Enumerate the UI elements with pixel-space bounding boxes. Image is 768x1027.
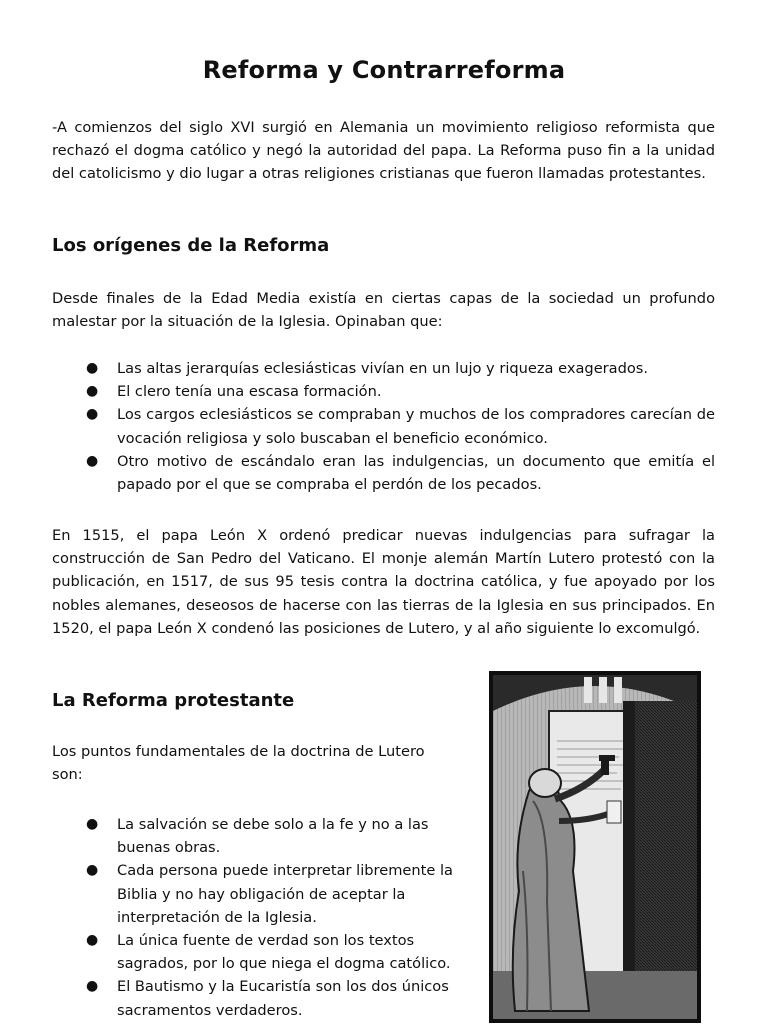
list-item xyxy=(52,403,715,449)
bullet-icon: ● xyxy=(86,862,99,879)
list-item-text: Los cargos eclesiásticos se compraban y muchos de los compradores carecían de vocación religiosa y solo buscaban el beneficio económico. xyxy=(117,406,715,447)
bullet-icon: ● xyxy=(86,932,99,949)
list-item xyxy=(52,357,715,380)
list-item-text: La única fuente de verdad son los textos sagrados, por lo que niega el dogma católico. xyxy=(117,932,451,973)
engraving-illustration xyxy=(489,671,701,1023)
list-item-text: Las altas jerarquías eclesiásticas vivían en un lujo y riqueza exagerados. xyxy=(117,360,649,377)
list-item-text: Otro motivo de escándalo eran las indulgencias, un documento que emitía el papado por el que se compraba el perdón de los pecados. xyxy=(117,452,715,494)
bullet-icon: ● xyxy=(86,406,99,423)
list-item-text: La salvación se debe solo a la fe y no a las buenas obras. xyxy=(117,816,429,857)
luther-engraving-image xyxy=(489,671,701,1023)
bullet-icon: ● xyxy=(86,816,99,832)
list-item-text: El clero tenía una escasa formación. xyxy=(117,383,382,401)
bullet-icon: ● xyxy=(86,360,99,376)
protestant-lead-paragraph: Los puntos fundamentales de la doctrina de Lutero son: xyxy=(52,743,425,784)
bullet-icon: ● xyxy=(86,383,99,400)
origins-lead-paragraph: Desde finales de la Edad Media existía en ciertas capas de la sociedad un profundo malestar por la situación de la Iglesia. Opinaban que: xyxy=(52,290,715,331)
list-item xyxy=(52,380,715,403)
origins-bullet-list xyxy=(52,357,715,496)
protestant-bullet-list xyxy=(52,813,466,1022)
section-heading-origins: Los orígenes de la Reforma xyxy=(52,235,330,256)
origins-closing-paragraph: En 1515, el papa León X ordenó predicar nuevas indulgencias para sufragar la construcción de San Pedro del Vaticano. El monje alemán Martín Lutero protestó con la publicación, en 1517, de sus 95 tesis contra la doctrina católica, y fue apoyado por los nobles alemanes, deseosos de hacerse con las tierras de la Iglesia en sus principados. En 1520, el papa León X condenó las posiciones de Lutero, y al año siguiente lo excomulgó. xyxy=(52,527,715,637)
section-heading-protestant-reform: La Reforma protestante xyxy=(52,690,295,711)
list-item xyxy=(52,975,466,1021)
page-title: Reforma y Contrarreforma xyxy=(202,56,566,84)
list-item-text: El Bautismo y la Eucaristía son los dos únicos sacramentos verdaderos. xyxy=(117,978,449,1019)
list-item-text: Cada persona puede interpretar libremente la Biblia y no hay obligación de aceptar la interpretación de la Iglesia. xyxy=(117,862,453,926)
bullet-icon: ● xyxy=(86,452,99,469)
list-item xyxy=(52,813,466,859)
list-item xyxy=(52,859,466,929)
intro-paragraph: -A comienzos del siglo XVI surgió en Alemania un movimiento religioso reformista que rechazó el dogma católico y negó la autoridad del papa. La Reforma puso fin a la unidad del catolicismo y dio lugar a otras religiones cristianas que fueron llamadas protestantes. xyxy=(52,119,715,183)
bullet-icon: ● xyxy=(86,978,99,995)
list-item xyxy=(52,450,715,496)
list-item xyxy=(52,929,466,975)
